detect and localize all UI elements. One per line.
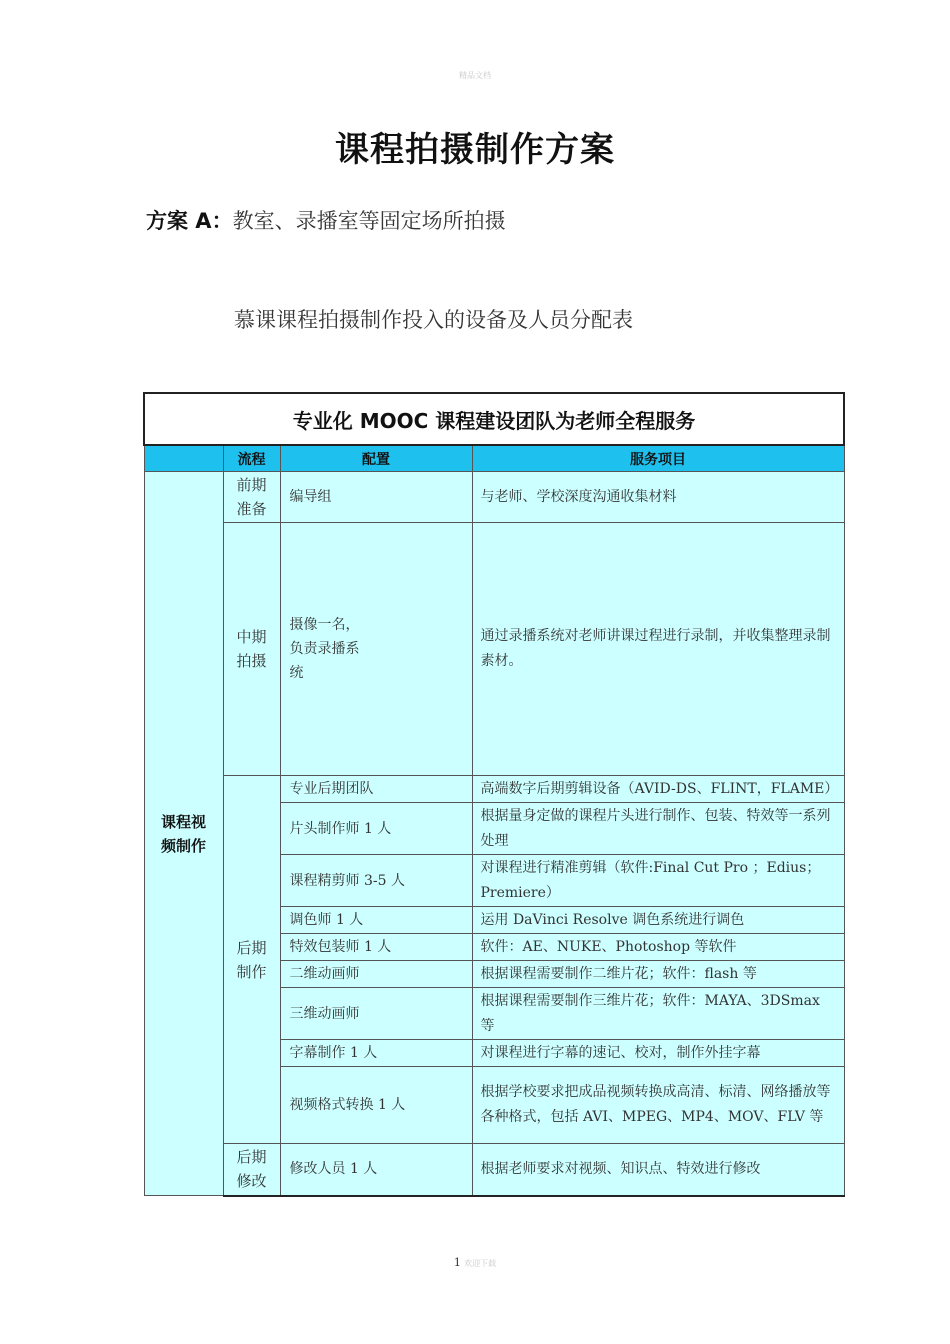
config-cell: 字幕制作 1 人 [280,1040,472,1067]
config-cell: 调色师 1 人 [280,907,472,934]
table-title: 专业化 MOOC 课程建设团队为老师全程服务 [144,393,844,445]
stage-prep [223,472,280,523]
config-cell: 专业后期团队 [280,776,472,803]
service-cell: 运用 DaVinci Resolve 调色系统进行调色 [472,907,844,934]
config-cell: 编导组 [280,472,472,523]
header-process: 流程 [223,445,280,472]
service-cell: 根据老师要求对视频、知识点、特效进行修改 [472,1144,844,1196]
header-blank [144,445,223,472]
service-cell: 通过录播系统对老师讲课过程进行录制，并收集整理录制素材。 [472,523,844,776]
config-cell: 片头制作师 1 人 [280,803,472,855]
table-caption: 慕课课程拍摄制作投入的设备及人员分配表 [234,308,633,332]
config-cell [280,523,472,776]
service-cell: 对课程进行精准剪辑（软件:Final Cut Pro ；Edius；Premiere） [472,855,844,907]
config-cell: 修改人员 1 人 [280,1144,472,1196]
service-cell: 高端数字后期剪辑设备（AVID-DS、FLINT，FLAME） [472,776,844,803]
stage-revise [223,1144,280,1196]
page-footer [0,1256,950,1269]
config-cell: 特效包装师 1 人 [280,934,472,961]
table-row [144,472,844,523]
footer-text: 欢迎下载 [464,1259,497,1268]
page-title: 课程拍摄制作方案 [335,130,615,170]
plan-text: 教室、录播室等固定场所拍摄 [232,209,506,233]
watermark: 精品文档 [459,71,491,80]
plan-heading [146,205,506,235]
stage-label: 中期拍摄 [236,628,267,670]
category-cell [144,472,223,1196]
header-service: 服务项目 [472,445,844,472]
config-cell: 二维动画师 [280,961,472,988]
stage-label: 后期修改 [236,1148,267,1191]
header-config: 配置 [280,445,472,472]
table-row [144,1144,844,1196]
category-label: 课程视频制作 [160,812,206,855]
plan-label: 方案 A： [146,209,233,233]
table-row [144,776,844,803]
stage-label: 前期准备 [236,476,267,518]
page-number: 1 [453,1256,461,1269]
stage-post [223,776,280,1144]
stage-shoot [223,523,280,776]
service-cell: 根据量身定做的课程片头进行制作、包装、特效等一系列处理 [472,803,844,855]
allocation-table [143,392,845,1197]
service-cell: 对课程进行字幕的速记、校对，制作外挂字幕 [472,1040,844,1067]
service-cell: 根据课程需要制作二维片花；软件：flash 等 [472,961,844,988]
table-row [144,523,844,776]
service-cell: 与老师、学校深度沟通收集材料 [472,472,844,523]
config-cell: 三维动画师 [280,988,472,1040]
service-cell: 根据课程需要制作三维片花；软件：MAYA、3DSmax 等 [472,988,844,1040]
table-header-row [144,445,844,472]
stage-label: 后期制作 [236,938,267,981]
config-cell: 视频格式转换 1 人 [280,1067,472,1144]
config-text: 摄像一名，负责录播系统 [289,617,360,681]
config-cell: 课程精剪师 3-5 人 [280,855,472,907]
service-cell: 根据学校要求把成品视频转换成高清、标清、网络播放等各种格式，包括 AVI、MPEG、MP4、MOV、FLV 等 [472,1067,844,1144]
service-cell: 软件：AE、NUKE、Photoshop 等软件 [472,934,844,961]
